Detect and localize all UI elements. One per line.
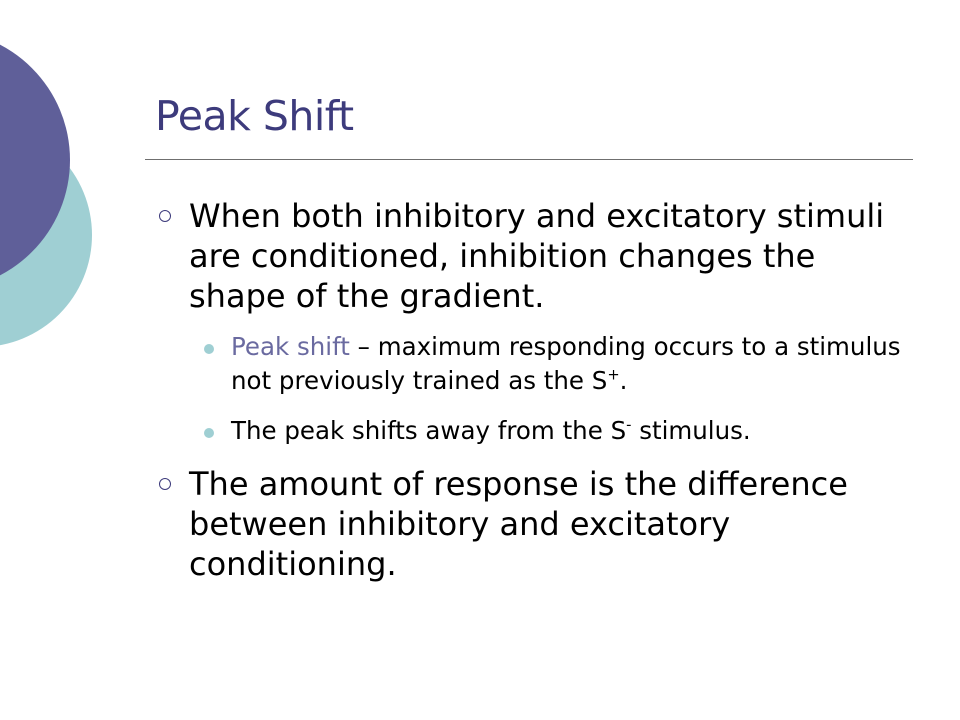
bullet-item [155,196,915,316]
decorative-circles [0,0,120,420]
term-peak-shift: Peak shift [231,332,350,361]
sub-bullet-item [197,414,915,448]
bullet-item [155,464,915,584]
bullet-text: When both inhibitory and excitatory stimuli are conditioned, inhibition changes the shape of the gradient. [189,197,885,315]
hollow-circle-bullet-icon [159,478,171,490]
sub-bullet-list [155,330,915,448]
sub-bullet-tail: stimulus. [631,416,751,445]
sub-bullet-text: The peak shifts away from the S [231,416,627,445]
bullet-text: The amount of response is the difference between inhibitory and excitatory conditioning. [189,465,848,583]
filled-circle-bullet-icon [204,344,214,354]
superscript-plus: + [607,366,620,384]
sub-bullet-text: – maximum responding occurs to a stimulus not previously trained as the S [231,332,901,395]
sub-bullet-tail: . [619,366,628,395]
slide-title: Peak Shift [155,92,354,140]
slide-body [155,196,915,598]
filled-circle-bullet-icon [204,428,214,438]
title-divider [145,159,913,160]
hollow-circle-bullet-icon [159,210,171,222]
sub-bullet-item [197,330,915,398]
superscript-minus: - [626,416,632,434]
